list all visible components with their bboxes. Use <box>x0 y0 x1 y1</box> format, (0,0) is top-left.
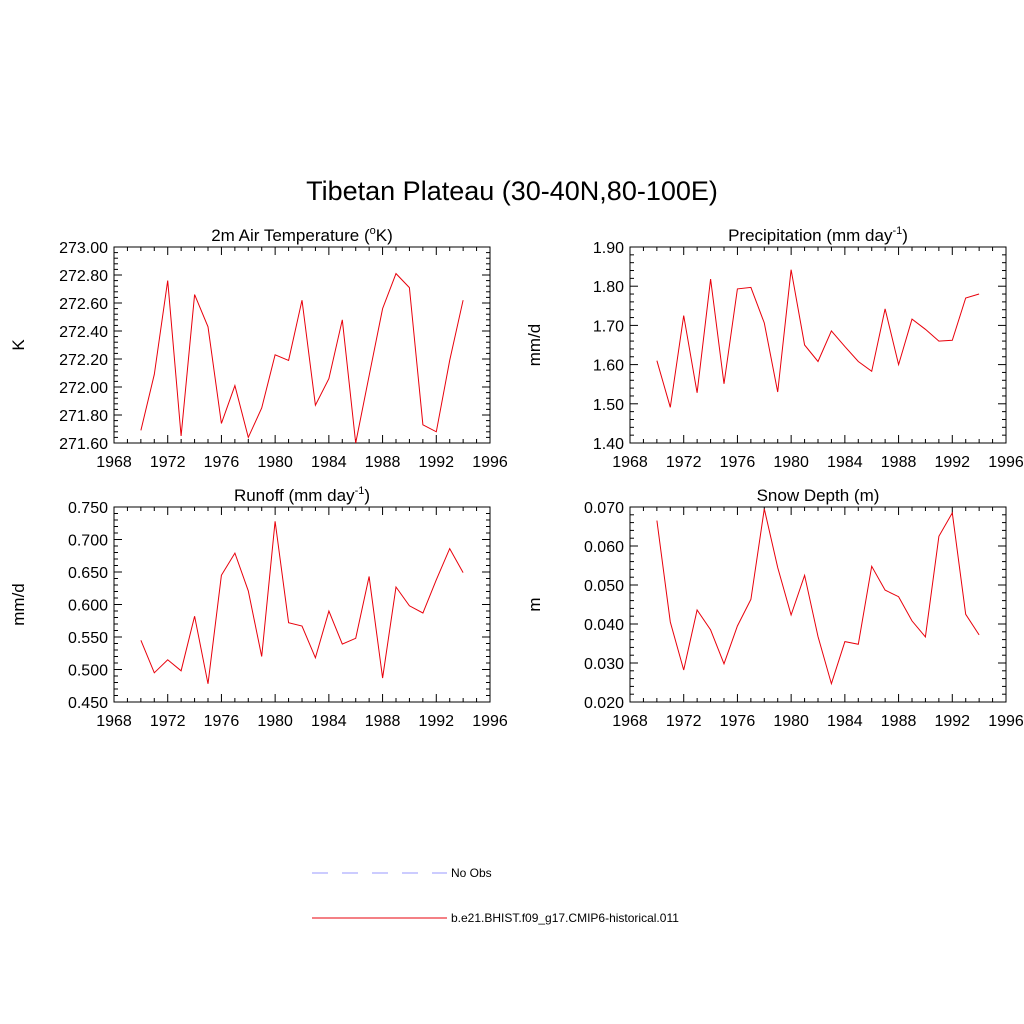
panel-title-end: ) <box>902 226 908 245</box>
plot-frame <box>630 507 1006 702</box>
x-tick-label: 1980 <box>257 454 293 471</box>
x-tick-label: 1976 <box>203 454 240 471</box>
panel-title-superscript: o <box>369 225 376 237</box>
y-tick-label: 0.500 <box>67 662 108 680</box>
panel-title <box>728 225 908 245</box>
x-tick-label: 1976 <box>719 454 756 471</box>
series-line <box>141 521 463 684</box>
panel-title-end: K) <box>375 226 393 245</box>
figure-title: Tibetan Plateau (30-40N,80-100E) <box>306 176 718 206</box>
y-tick-label: 0.040 <box>583 617 624 634</box>
x-tick-label: 1980 <box>773 454 809 471</box>
y-tick-label: 1.60 <box>592 357 624 375</box>
plot-frame <box>114 247 490 443</box>
y-tick-label: 0.550 <box>67 630 108 647</box>
panel-title-main: 2m Air Temperature ( <box>211 226 370 245</box>
y-tick-label: 0.750 <box>67 500 108 517</box>
chart-panel-1 <box>9 225 508 471</box>
y-tick-label: 271.80 <box>59 408 108 425</box>
y-tick-label: 1.80 <box>592 279 624 297</box>
series-line <box>657 509 979 684</box>
y-tick-label: 0.070 <box>583 500 624 517</box>
y-tick-label: 272.00 <box>59 380 108 397</box>
y-tick-label: 273.00 <box>59 240 108 257</box>
chart-panel-3 <box>9 485 508 730</box>
panel-title-superscript: -1 <box>892 225 903 237</box>
y-tick-label: 272.80 <box>59 268 108 285</box>
x-tick-label: 1988 <box>880 454 917 471</box>
y-tick-label: 0.650 <box>67 565 108 582</box>
y-axis-label: m <box>525 597 544 612</box>
y-tick-label: 0.450 <box>67 695 108 712</box>
legend-item <box>312 911 679 925</box>
x-tick-label: 1992 <box>418 713 455 730</box>
panel-title <box>234 485 370 505</box>
x-tick-label: 1996 <box>988 713 1024 730</box>
x-tick-label: 1968 <box>96 713 132 730</box>
y-tick-label: 272.40 <box>59 324 108 341</box>
panels <box>9 225 1024 730</box>
x-tick-label: 1980 <box>773 713 809 730</box>
legend-label: No Obs <box>451 866 492 880</box>
panel-title-main: Runoff (mm day <box>233 486 355 505</box>
x-tick-label: 1996 <box>472 713 508 730</box>
x-tick-label: 1976 <box>203 713 240 730</box>
plot-frame <box>630 247 1006 443</box>
x-tick-label: 1984 <box>827 454 863 471</box>
x-tick-label: 1988 <box>364 454 401 471</box>
x-tick-label: 1972 <box>665 713 702 730</box>
y-axis-label: mm/d <box>9 583 28 626</box>
y-tick-label: 0.060 <box>583 539 624 556</box>
series-line <box>141 274 463 443</box>
x-tick-label: 1984 <box>311 454 347 471</box>
x-tick-label: 1988 <box>364 713 401 730</box>
panel-title-end: ) <box>364 486 371 505</box>
y-axis-label: K <box>9 339 28 351</box>
panel-title-main: Snow Depth (m) <box>756 486 880 505</box>
y-tick-label: 0.020 <box>583 695 624 712</box>
chart-panel-4 <box>525 486 1024 730</box>
y-tick-label: 0.050 <box>583 578 624 595</box>
x-tick-label: 1992 <box>934 454 971 471</box>
x-tick-label: 1972 <box>149 713 186 730</box>
panel-title-main: Precipitation (mm day <box>728 226 893 245</box>
x-tick-label: 1988 <box>880 713 917 730</box>
panel-title <box>211 225 393 245</box>
legend-label: b.e21.BHIST.f09_g17.CMIP6-historical.011 <box>451 911 679 925</box>
series-line <box>657 270 979 408</box>
y-tick-label: 0.600 <box>67 597 108 615</box>
y-tick-label: 272.20 <box>59 352 108 369</box>
x-tick-label: 1980 <box>257 713 293 730</box>
x-tick-label: 1968 <box>612 713 648 730</box>
y-tick-label: 1.40 <box>592 436 624 453</box>
plot-frame <box>114 507 490 702</box>
x-tick-label: 1996 <box>472 454 508 471</box>
y-tick-label: 1.70 <box>592 318 624 336</box>
chart-panel-2 <box>525 225 1024 471</box>
y-tick-label: 1.50 <box>592 396 624 414</box>
legend-item <box>312 866 492 880</box>
x-tick-label: 1976 <box>719 713 756 730</box>
x-tick-label: 1972 <box>149 454 186 471</box>
x-tick-label: 1972 <box>665 454 702 471</box>
x-tick-label: 1984 <box>311 713 347 730</box>
y-tick-label: 0.030 <box>583 656 624 673</box>
x-tick-label: 1968 <box>96 454 132 471</box>
panel-title-superscript: -1 <box>354 485 365 497</box>
x-tick-label: 1984 <box>827 713 863 730</box>
y-tick-label: 1.90 <box>592 240 624 257</box>
x-tick-label: 1996 <box>988 454 1024 471</box>
y-tick-label: 272.60 <box>59 296 108 313</box>
x-tick-label: 1968 <box>612 454 648 471</box>
y-tick-label: 0.700 <box>67 532 108 550</box>
legend <box>312 866 679 925</box>
x-tick-label: 1992 <box>418 454 455 471</box>
panel-title <box>757 486 880 505</box>
x-tick-label: 1992 <box>934 713 971 730</box>
y-axis-label: mm/d <box>525 323 544 367</box>
y-tick-label: 271.60 <box>59 436 108 453</box>
